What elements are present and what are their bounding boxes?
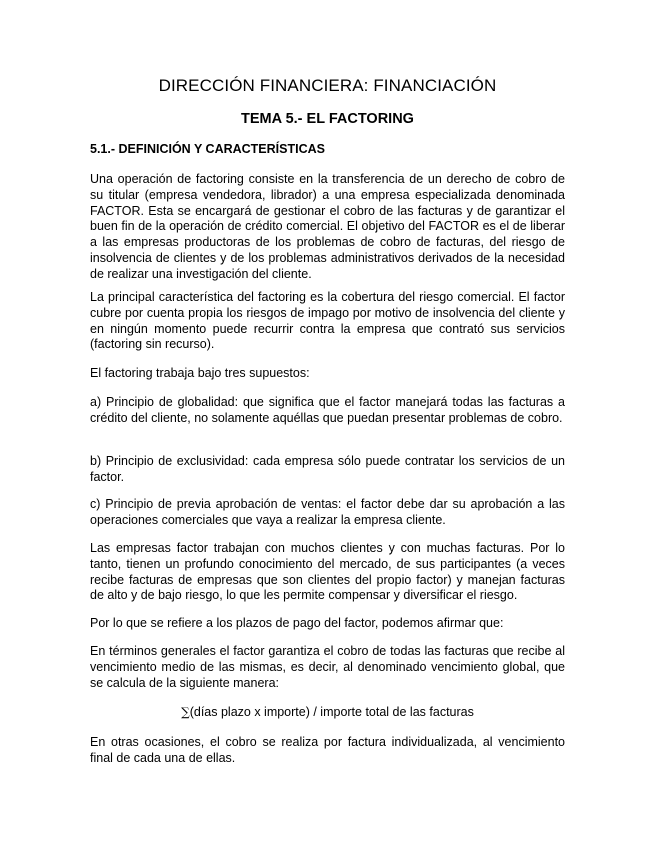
sigma-symbol: ∑: [181, 705, 190, 719]
formula: [90, 705, 565, 719]
formula-text: (días plazo x importe) / importe total de las facturas: [189, 705, 474, 719]
paragraph-assumptions-intro: El factoring trabaja bajo tres supuestos:: [90, 366, 310, 380]
paragraph-payment-terms: Por lo que se refiere a los plazos de pago del factor, podemos afirmar que:: [90, 616, 504, 630]
paragraph-principle-exclusivity: b) Principio de exclusividad: cada empresa sólo puede contratar los servicios de un factor.: [90, 454, 565, 484]
paragraph-definition: Una operación de factoring consiste en la transferencia de un derecho de cobro de su titular (empresa vendedora, librador) a una empresa especializada denominada FACTOR. Esta se encargará de gestionar el cobro de las facturas y de garantizar el buen fin de la operación de crédito comercial. El objetivo del FACTOR es el de liberar a las empresas productoras de los problemas de cobro de facturas, del riesgo de insolvencia de clientes y de los problemas administrativos derivados de la necesidad de realizar una investigación del cliente.: [90, 172, 565, 281]
paragraph-characteristic: La principal característica del factoring es la cobertura del riesgo comercial. El factor cubre por cuenta propia los riesgos de impago por motivo de insolvencia del cliente y en ningún momento puede recurrir contra la empresa que contrató sus servicios (factoring sin recurso).: [90, 290, 565, 352]
paragraph-global-maturity: En términos generales el factor garantiza el cobro de todas las facturas que recibe al vencimiento medio de las mismas, es decir, al denominado vencimiento global, que se calcula de la siguiente manera:: [90, 644, 565, 690]
paragraph-principle-approval: c) Principio de previa aprobación de ventas: el factor debe dar su aprobación a las operaciones comerciales que vaya a realizar la empresa cliente.: [90, 497, 565, 527]
document-title: DIRECCIÓN FINANCIERA: FINANCIACIÓN: [158, 76, 497, 95]
section-heading: 5.1.- DEFINICIÓN Y CARACTERÍSTICAS: [90, 142, 325, 156]
paragraph-principle-globality: a) Principio de globalidad: que significa que el factor manejará todas las facturas a crédito del cliente, no solamente aquéllas que puedan presentar problemas de cobro.: [90, 395, 565, 425]
document-subtitle: TEMA 5.- EL FACTORING: [241, 111, 414, 127]
paragraph-factor-companies: Las empresas factor trabajan con muchos clientes y con muchas facturas. Por lo tanto, tienen un profundo conocimiento del mercado, de sus participantes (a veces recibe facturas de empresas que son clientes del propio factor) y manejan facturas de alto y de bajo riesgo, lo que les permite compensar y diversificar el riesgo.: [90, 541, 565, 603]
paragraph-individual-invoice: En otras ocasiones, el cobro se realiza por factura individualizada, al vencimiento final de cada una de ellas.: [90, 735, 565, 765]
